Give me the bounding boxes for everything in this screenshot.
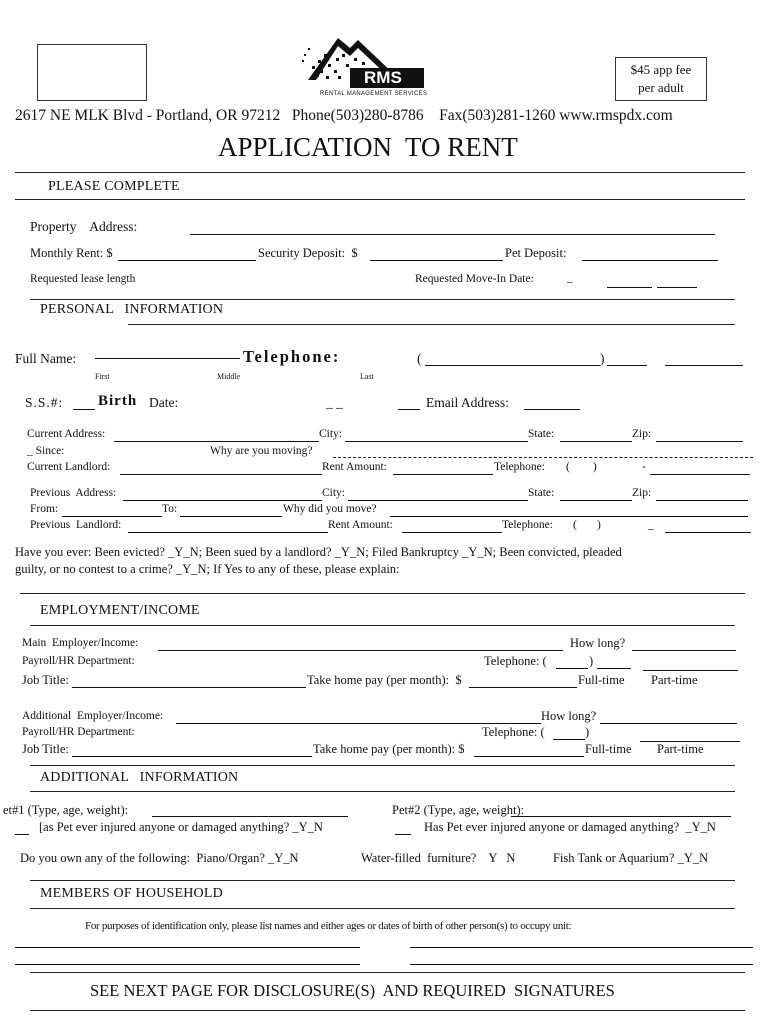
employment-section-title: EMPLOYMENT/INCOME (40, 603, 200, 618)
security-deposit-label: Security Deposit: $ (258, 246, 358, 260)
pet-deposit-field[interactable] (582, 260, 718, 261)
telephone-area-field[interactable] (425, 365, 600, 366)
additional-part-time-option[interactable]: Part-time (657, 742, 704, 756)
divider (30, 625, 735, 626)
main-how-long-label: How long? (570, 636, 626, 650)
current-state-field[interactable] (560, 441, 632, 442)
why-did-move-field[interactable] (390, 516, 748, 517)
additional-employer-label: Additional Employer/Income: (22, 710, 164, 722)
current-landlord-telephone-field[interactable] (650, 474, 750, 475)
ssn-field[interactable] (73, 409, 95, 410)
household-member-field-2[interactable] (410, 947, 753, 948)
move-in-year-field[interactable] (657, 287, 697, 288)
current-rent-field[interactable] (393, 474, 493, 475)
explanation-line[interactable] (20, 593, 745, 594)
full-name-field[interactable] (95, 358, 240, 359)
current-landlord-label: Current Landlord: (27, 461, 111, 473)
own-piano-question: Do you own any of the following: Piano/Organ? _Y_N (20, 851, 299, 865)
previous-rent-label: Rent Amount: (328, 519, 393, 531)
main-part-time-option[interactable]: Part-time (651, 673, 698, 687)
current-address-label: Current Address: (27, 428, 106, 440)
personal-section-title: PERSONAL INFORMATION (40, 302, 224, 317)
divider (30, 972, 745, 973)
divider (30, 1010, 745, 1011)
pet2-field[interactable] (511, 816, 731, 817)
email-field[interactable] (524, 409, 580, 410)
photo-box (37, 44, 147, 101)
move-in-dash: _ (567, 272, 573, 284)
pet1-injured-question: [as Pet ever injured anyone or damaged anything? _Y_N (39, 820, 323, 834)
birth-label: Birth (98, 393, 138, 409)
pet1-label: et#1 (Type, age, weight): (3, 803, 129, 817)
pet2-label: Pet#2 (Type, age, weight): (392, 803, 525, 817)
previous-landlord-tel-paren: ( ) (573, 519, 601, 531)
divider (30, 880, 735, 881)
household-member-field-3[interactable] (15, 964, 360, 965)
company-logo (298, 30, 428, 100)
additional-take-home-label: Take home pay (per month): $ (313, 742, 465, 756)
divider (15, 172, 745, 173)
water-furniture-question: Water-filled furniture? Y N (361, 851, 516, 865)
main-take-home-field[interactable] (469, 687, 577, 688)
previous-state-label: State: (528, 487, 555, 499)
previous-landlord-field[interactable] (128, 532, 328, 533)
dob-dash: _ _ (326, 395, 343, 410)
main-how-long-field[interactable] (632, 650, 736, 651)
main-employer-label: Main Employer/Income: (22, 637, 139, 649)
current-state-label: State: (528, 428, 555, 440)
household-member-field-4[interactable] (410, 964, 753, 965)
additional-employer-field[interactable] (176, 723, 541, 724)
tel-paren-close: ) (600, 351, 605, 366)
full-name-label: Full Name: (15, 351, 77, 366)
household-member-field-1[interactable] (15, 947, 360, 948)
previous-address-field[interactable] (123, 500, 322, 501)
pet1-field[interactable] (152, 816, 348, 817)
additional-telephone-area-field[interactable] (553, 739, 585, 740)
last-name-caption: Last (360, 372, 374, 381)
previous-landlord-telephone-field[interactable] (665, 532, 751, 533)
from-field[interactable] (62, 516, 162, 517)
middle-name-caption: Middle (217, 372, 241, 381)
main-job-title-field[interactable] (72, 687, 306, 688)
since-label: _ Since: (27, 445, 65, 457)
pet1-injured-blank[interactable] (15, 834, 29, 835)
dob-year-field[interactable] (398, 409, 420, 410)
previous-landlord-label: Previous Landlord: (30, 519, 122, 531)
current-zip-field[interactable] (656, 441, 743, 442)
telephone-number-field-2[interactable] (665, 365, 743, 366)
additional-section-title: ADDITIONAL INFORMATION (40, 770, 239, 785)
fee-line1: $45 app fee (630, 62, 692, 77)
previous-city-label: City: (322, 487, 346, 499)
see-next-page-notice: SEE NEXT PAGE FOR DISCLOSURE(S) AND REQUIRED SIGNATURES (90, 981, 615, 1000)
first-name-caption: First (95, 372, 110, 381)
main-telephone-field-2[interactable] (643, 670, 738, 671)
date-label: Date: (149, 395, 179, 410)
divider (30, 299, 735, 300)
property-address-label: Property Address: (30, 219, 138, 234)
previous-rent-field[interactable] (402, 532, 502, 533)
ssn-label: S.S.#: (25, 395, 64, 410)
additional-payroll-label: Payroll/HR Department: (22, 726, 135, 738)
current-address-field[interactable] (114, 441, 319, 442)
main-full-time-option[interactable]: Full-time (578, 673, 625, 687)
pet-deposit-label: Pet Deposit: (505, 246, 567, 260)
current-landlord-telephone-label: Telephone: (494, 461, 545, 473)
divider (15, 199, 745, 200)
email-label: Email Address: (426, 395, 509, 410)
fee-line2: per adult (638, 80, 684, 95)
additional-job-title-field[interactable] (72, 756, 312, 757)
have-you-ever-line2: guilty, or no contest to a crime? _Y_N; If Yes to any of these, please explain: (15, 562, 400, 576)
previous-zip-field[interactable] (656, 500, 748, 501)
divider (30, 791, 735, 792)
previous-state-field[interactable] (560, 500, 632, 501)
main-employer-field[interactable] (158, 650, 563, 651)
please-complete-label: PLEASE COMPLETE (48, 179, 180, 194)
have-you-ever-line1: Have you ever: Been evicted? _Y_N; Been sued by a landlord? _Y_N; Filed Bankruptcy _Y_N; Been convicted, pleaded (15, 545, 622, 559)
lease-length-label: Requested lease length (30, 273, 136, 285)
additional-take-home-field[interactable] (474, 756, 584, 757)
current-landlord-tel-paren: ( ) (566, 461, 597, 473)
logo-graphic (298, 30, 428, 100)
divider (30, 765, 735, 766)
additional-how-long-label: How long? (541, 709, 597, 723)
telephone-number-field[interactable] (607, 365, 647, 366)
company-address-line: 2617 NE MLK Blvd - Portland, OR 97212 Phone(503)280-8786 Fax(503)281-1260 www.rmspdx.com (15, 107, 673, 124)
logo-text: RMS (364, 68, 402, 87)
additional-job-title-label: Job Title: (22, 742, 69, 756)
why-moving-field[interactable] (333, 457, 753, 458)
monthly-rent-label: Monthly Rent: $ (30, 246, 113, 260)
household-instructions: For purposes of identification only, please list names and either ages or dates of birth of other person(s) to occupy unit: (85, 920, 572, 932)
monthly-rent-field[interactable] (118, 260, 256, 261)
previous-city-field[interactable] (348, 500, 528, 501)
fee-box (615, 57, 707, 101)
from-label: From: (30, 503, 59, 515)
additional-how-long-field[interactable] (600, 723, 737, 724)
pet2-injured-blank[interactable] (395, 834, 411, 835)
current-city-label: City: (319, 428, 343, 440)
current-zip-label: Zip: (632, 428, 652, 440)
previous-landlord-telephone-label: Telephone: (502, 519, 553, 531)
divider (30, 908, 735, 909)
move-in-month-field[interactable] (607, 287, 652, 288)
previous-landlord-tel-dash: _ (648, 519, 654, 531)
main-telephone-label: Telephone: ( (484, 654, 547, 668)
additional-telephone-label: Telephone: ( (482, 725, 545, 739)
current-landlord-tel-dash: - (642, 461, 646, 473)
property-address-field[interactable] (190, 234, 715, 235)
why-did-move-label: Why did you move? (283, 503, 377, 515)
divider (128, 324, 735, 325)
telephone-label: Telephone: (243, 347, 341, 366)
main-job-title-label: Job Title: (22, 673, 69, 687)
main-payroll-label: Payroll/HR Department: (22, 655, 135, 667)
logo-subtext: RENTAL MANAGEMENT SERVICES (320, 91, 428, 97)
current-rent-label: Rent Amount: (322, 461, 387, 473)
current-city-field[interactable] (345, 441, 528, 442)
main-telephone-area-field[interactable] (556, 668, 588, 669)
to-field[interactable] (180, 516, 282, 517)
pet2-injured-question: Has Pet ever injured anyone or damaged anything? _Y_N (424, 820, 716, 834)
why-moving-label: Why are you moving? (210, 445, 313, 457)
main-tel-close: ) (589, 654, 594, 668)
previous-address-label: Previous Address: (30, 487, 117, 499)
fish-tank-question: Fish Tank or Aquarium? _Y_N (553, 851, 709, 865)
security-deposit-field[interactable] (370, 260, 503, 261)
to-label: To: (162, 503, 178, 515)
move-in-date-label: Requested Move-In Date: (415, 273, 534, 285)
current-landlord-field[interactable] (120, 474, 322, 475)
main-telephone-field[interactable] (597, 668, 631, 669)
additional-tel-close: ) (585, 725, 590, 739)
household-section-title: MEMBERS OF HOUSEHOLD (40, 886, 223, 901)
tel-paren-open: ( (417, 351, 422, 366)
page-title: APPLICATION TO RENT (218, 132, 518, 162)
additional-full-time-option[interactable]: Full-time (585, 742, 632, 756)
main-take-home-label: Take home pay (per month): $ (307, 673, 462, 687)
previous-zip-label: Zip: (632, 487, 652, 499)
